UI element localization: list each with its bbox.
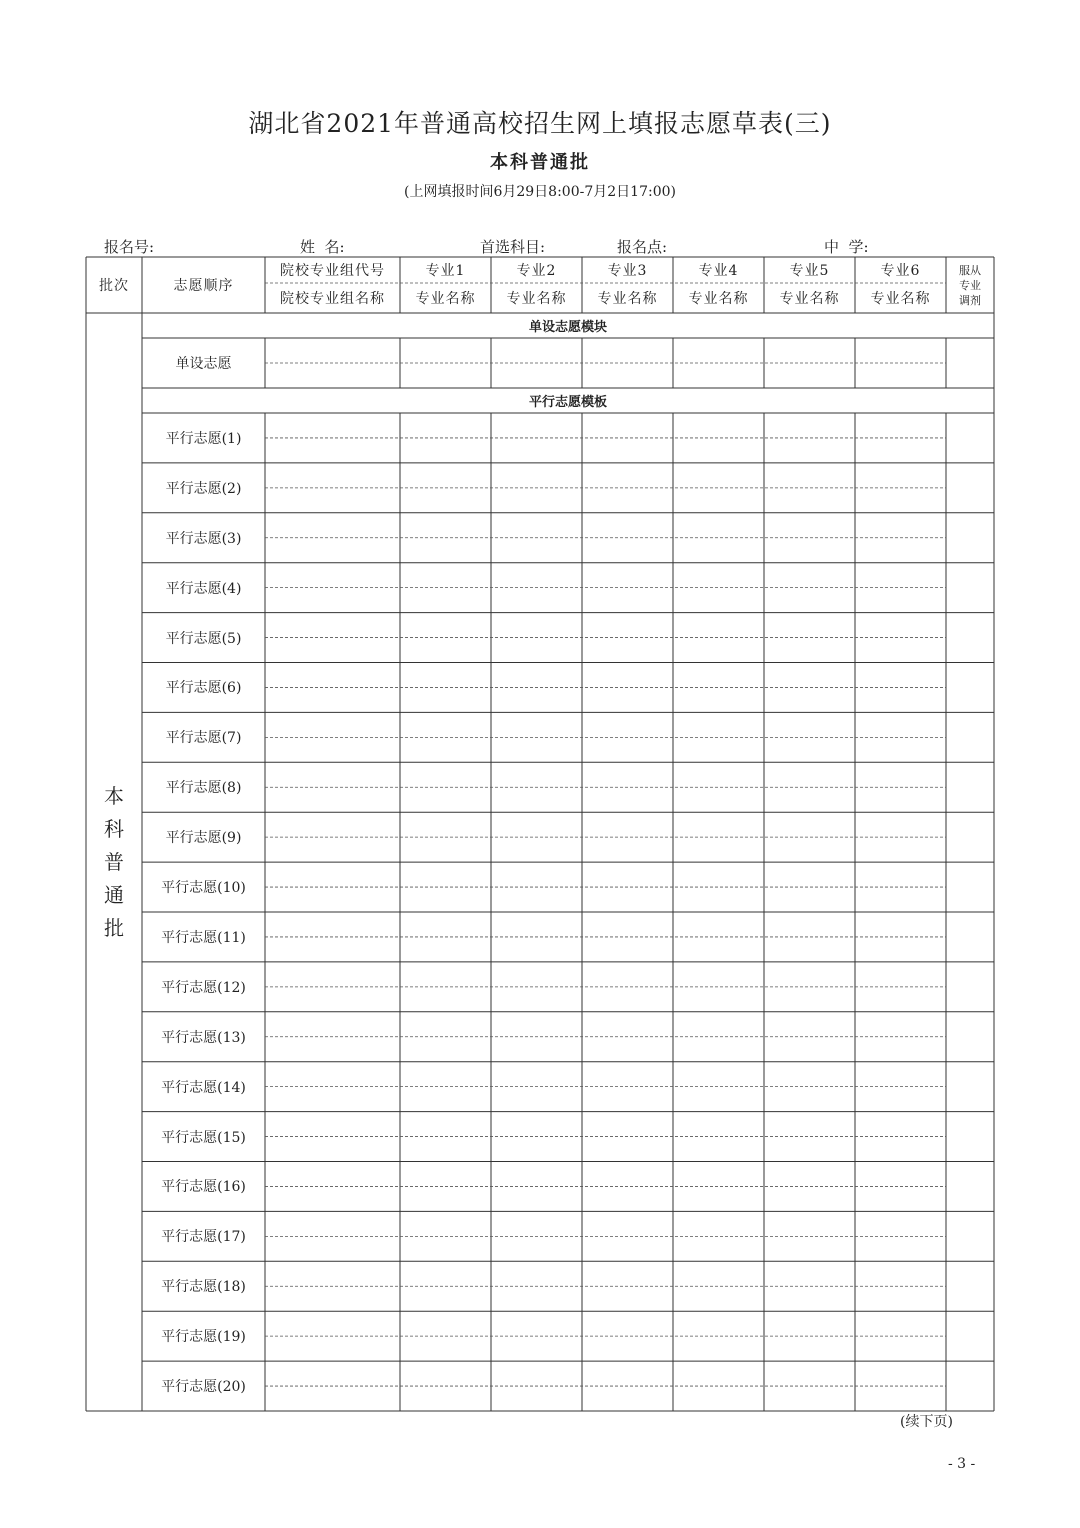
header-order: 志愿顺序 bbox=[173, 278, 234, 294]
page-number: - 3 - bbox=[948, 1456, 976, 1472]
header-major-5: 专业5 bbox=[789, 263, 830, 279]
batch-name-char: 批 bbox=[104, 915, 124, 940]
header-major-name-1: 专业名称 bbox=[415, 291, 476, 307]
single-module-title: 单设志愿模块 bbox=[528, 320, 607, 335]
parallel-row-label: 平行志愿(5) bbox=[165, 630, 242, 647]
single-row-label: 单设志愿 bbox=[175, 356, 232, 372]
parallel-row-label: 平行志愿(19) bbox=[161, 1329, 246, 1346]
batch-name-char: 科 bbox=[104, 816, 124, 841]
header-major-4: 专业4 bbox=[698, 263, 739, 279]
parallel-module-title: 平行志愿模板 bbox=[528, 395, 607, 410]
header-group-name: 院校专业组名称 bbox=[280, 291, 385, 307]
header-obey-text: 专业 bbox=[959, 278, 981, 292]
header-major-1: 专业1 bbox=[425, 263, 466, 279]
form-subtitle: 本科普通批 bbox=[490, 152, 590, 173]
reg-no-label: 报名号: bbox=[104, 238, 155, 256]
form-title: 湖北省2021年普通高校招生网上填报志愿草表(三) bbox=[248, 109, 832, 138]
parallel-row-label: 平行志愿(11) bbox=[161, 929, 246, 946]
parallel-row-label: 平行志愿(18) bbox=[161, 1279, 246, 1296]
header-major-2: 专业2 bbox=[516, 263, 557, 279]
parallel-row-label: 平行志愿(8) bbox=[165, 780, 242, 797]
parallel-row-label: 平行志愿(15) bbox=[161, 1129, 246, 1146]
header-major-name-4: 专业名称 bbox=[688, 291, 749, 307]
filing-time: (上网填报时间6月29日8:00-7月2日17:00) bbox=[404, 184, 676, 200]
parallel-row-label: 平行志愿(10) bbox=[161, 880, 246, 897]
batch-name-text bbox=[99, 780, 129, 945]
reg-point-label: 报名点: bbox=[617, 238, 668, 256]
header-major-name-5: 专业名称 bbox=[779, 291, 840, 307]
parallel-row-label: 平行志愿(2) bbox=[165, 480, 242, 497]
parallel-row-label: 平行志愿(12) bbox=[161, 979, 246, 996]
header-major-name-6: 专业名称 bbox=[870, 291, 931, 307]
parallel-row-label: 平行志愿(1) bbox=[165, 430, 242, 447]
continued-note: (续下页) bbox=[900, 1414, 953, 1430]
batch-name-char: 通 bbox=[104, 882, 124, 907]
header-major-6: 专业6 bbox=[880, 263, 921, 279]
batch-name-char: 本 bbox=[104, 783, 124, 808]
header-group-code: 院校专业组代号 bbox=[280, 263, 385, 279]
header-obey-adjust bbox=[946, 257, 994, 313]
parallel-row-label: 平行志愿(16) bbox=[161, 1179, 246, 1196]
parallel-row-label: 平行志愿(4) bbox=[165, 580, 242, 597]
first-subject-label: 首选科目: bbox=[480, 238, 546, 256]
parallel-row-label: 平行志愿(17) bbox=[161, 1229, 246, 1246]
parallel-row-label: 平行志愿(20) bbox=[161, 1379, 246, 1396]
parallel-row-label: 平行志愿(7) bbox=[165, 730, 242, 747]
header-obey-text: 调剂 bbox=[959, 293, 981, 307]
header-obey-text: 服从 bbox=[959, 263, 981, 277]
parallel-row-label: 平行志愿(14) bbox=[161, 1079, 246, 1096]
parallel-row-label: 平行志愿(6) bbox=[165, 680, 242, 697]
parallel-row-label: 平行志愿(3) bbox=[165, 530, 242, 547]
header-batch: 批次 bbox=[99, 278, 129, 294]
batch-name-char: 普 bbox=[104, 849, 124, 874]
batch-name bbox=[86, 313, 142, 1411]
header-major-name-3: 专业名称 bbox=[597, 291, 658, 307]
parallel-row-label: 平行志愿(9) bbox=[165, 830, 242, 847]
name-label: 姓 名: bbox=[300, 238, 345, 256]
parallel-row-label: 平行志愿(13) bbox=[161, 1029, 246, 1046]
header-major-3: 专业3 bbox=[607, 263, 648, 279]
header-major-name-2: 专业名称 bbox=[506, 291, 567, 307]
school-label: 中 学: bbox=[824, 238, 869, 256]
